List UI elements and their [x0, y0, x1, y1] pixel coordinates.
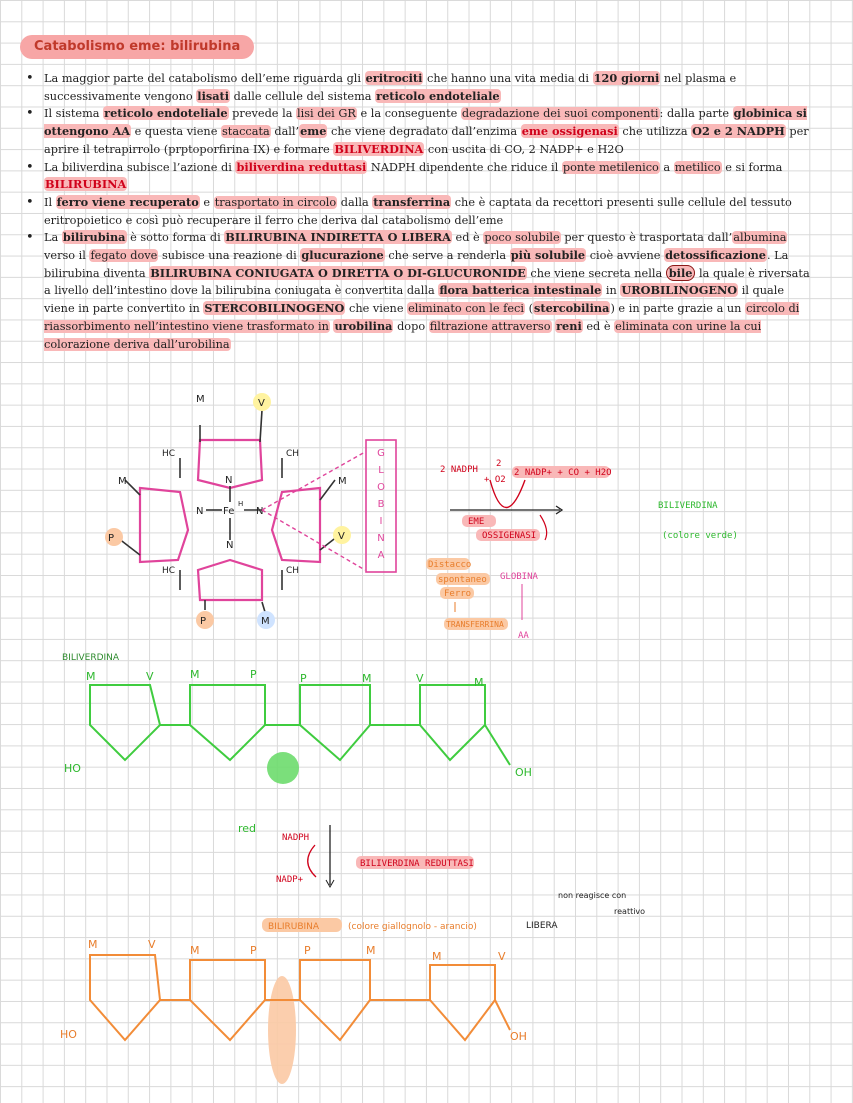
heme-label-hc1: HC — [162, 449, 176, 459]
bullet-text-segment: reticolo endoteliale — [376, 88, 500, 103]
reduttasi-nadph: NADPH — [282, 833, 310, 843]
bullet-text-segment: che viene degradato dall’enzima — [327, 125, 521, 139]
bilirubina-structure — [60, 891, 645, 1084]
bullet-text-segment: con uscita di CO, 2 NADP+ e H2O — [424, 142, 624, 156]
bullet-text-segment: 120 giorni — [593, 71, 660, 85]
bilirubina-note-1: non reagisce con — [558, 891, 627, 900]
bilirubina-ho: HO — [60, 1028, 77, 1041]
bullet-text-segment: eliminato con le feci — [408, 302, 524, 316]
reduttasi-nadp: NADP+ — [276, 875, 304, 885]
bilirubina-sub-5: P — [304, 944, 311, 957]
bullet-text-segment: urobilina — [334, 318, 393, 333]
heme-ring-bottom — [198, 560, 262, 600]
bullet-text-segment: globinica si ottengono AA — [44, 106, 807, 139]
bullet-text-segment: bilirubina — [62, 230, 126, 245]
bullet-text-segment: Il — [44, 195, 56, 209]
bullet-text-segment: reni — [556, 318, 582, 333]
biliverdina-sub-3: M — [190, 668, 200, 681]
bullet-text-segment: dalle cellule del sistema — [230, 89, 376, 103]
bilirubina-color-note: (colore giallognolo - arancio) — [348, 922, 477, 932]
biliverdina-sub-7: V — [416, 672, 424, 685]
bullet-text-segment: ed è — [451, 231, 484, 245]
bullet-text-segment: che viene secreta nella — [526, 266, 666, 280]
bullet-text-segment: bile — [666, 265, 696, 281]
heme-ring-left — [140, 488, 188, 562]
bullet-text-segment: che viene — [345, 302, 408, 316]
heme-label-fe-sup: H — [238, 500, 244, 508]
reaction-product-note: (colore verde) — [662, 531, 738, 541]
heme-label-m1: M — [196, 394, 205, 405]
bullet-list — [24, 70, 814, 353]
bullet-text-segment: ferro viene recuperato — [56, 194, 199, 209]
heme-label-n4: N — [226, 540, 234, 551]
bullet-text-segment: BILIVERDINA — [334, 141, 424, 156]
heme-label-p1: P — [108, 533, 115, 544]
bullet-text-segment: filtrazione attraverso — [429, 319, 551, 333]
bullet-text-segment: dopo — [393, 319, 429, 333]
reaction-side-3: Ferro — [444, 589, 472, 599]
bullet-text-segment: a — [659, 160, 674, 174]
bullet-text-segment: ponte metilenico — [562, 160, 659, 174]
bullet-text-segment: ed è — [582, 319, 615, 333]
bullet-text-segment: più solubile — [510, 248, 586, 263]
bullet-text-segment: O2 e 2 NADPH — [692, 124, 785, 139]
bullet-text-segment: verso il — [44, 249, 90, 263]
bullet-text-segment: e la conseguente — [356, 107, 461, 121]
biliverdina-ho: HO — [64, 762, 81, 775]
reaction-side-4: TRANSFERRINA — [446, 620, 504, 629]
bilirubina-oh: OH — [510, 1030, 527, 1043]
bullet-text-segment: che hanno una vita media di — [423, 72, 593, 85]
bullet-text-segment: è sotto forma di — [126, 231, 225, 245]
chemistry-diagrams — [0, 380, 853, 1103]
bullet-text-segment: e — [199, 195, 214, 209]
bullet-text-segment: La maggior parte del catabolismo dell’eme riguarda gli — [44, 72, 365, 85]
globina-vertical-label: G L O B I N A — [377, 448, 385, 561]
bullet-text-segment: reticolo endoteliale — [104, 106, 228, 121]
biliverdina-label: BILIVERDINA — [62, 653, 120, 663]
heme-label-n1: N — [225, 475, 233, 486]
bullet-text-segment: eme ossigenasi — [521, 124, 618, 139]
bullet-text-segment: flora batterica intestinale — [439, 283, 602, 298]
bullet-text-segment: lisi dei GR — [297, 107, 356, 121]
biliverdina-sub-4: P — [250, 668, 257, 681]
bullet-text-segment: La — [44, 231, 62, 245]
reaction-side-2: spontaneo — [438, 575, 487, 585]
heme-label-p2: P — [200, 616, 207, 627]
bullet-text-segment: che serve a renderla — [384, 249, 510, 263]
bilirubina-sub-6: M — [366, 944, 376, 957]
bullet-text-segment: detossificazione — [665, 248, 766, 263]
bullet-text-segment: che è captata da recettori presenti sulle cellule del tessuto eritropoietico e così può recuperare il ferro che deriva dal catabolismo dell’eme — [44, 195, 792, 227]
heme-label-n3: N — [256, 506, 264, 517]
bullet-text-segment: in — [602, 284, 621, 298]
heme-label-m2: M — [118, 476, 127, 487]
bullet-text-segment: UROBILINOGENO — [621, 283, 738, 298]
heme-label-n2: N — [196, 506, 204, 517]
bullet-text-segment: biliverdina reduttasi — [236, 159, 367, 174]
bullet-text-segment: che utilizza — [618, 125, 692, 139]
page-title: Catabolismo eme: bilirubina — [20, 35, 254, 59]
bullet-text-segment: per aprire il tetrapirrolo (prptoporfirina IX) e formare — [44, 125, 809, 156]
bullet-text-segment: ) e in parte grazie a un — [610, 302, 746, 316]
bullet-text-segment: poco solubile — [484, 231, 560, 245]
bullet-text-segment: e si forma — [721, 160, 783, 174]
reaction-enzyme-2: OSSIGENASI — [482, 531, 537, 541]
reaction-side-1: Distacco — [428, 560, 472, 570]
bullet-text-segment: albumina — [733, 231, 787, 245]
reaction-product-name: BILIVERDINA — [658, 501, 718, 511]
biliverdina-oh: OH — [515, 766, 532, 779]
bullet-text-segment: circolo di riassorbimento nell’intestino viene trasformato in — [44, 302, 800, 333]
bullet-text-segment: stercobilina — [533, 301, 610, 316]
bullet-text-segment: transferrina — [373, 194, 451, 209]
bilirubina-sub-3: M — [190, 944, 200, 957]
bullet-text-segment: BILIRUBINA — [45, 177, 127, 192]
heme-label-m3: M — [338, 476, 347, 487]
reaction-coef: 2 — [496, 459, 502, 469]
bullet-text-segment: . La bilirubina diventa — [44, 249, 789, 280]
bullet-text-segment: metilico — [674, 160, 721, 174]
bullet-text-segment: Il sistema — [44, 107, 104, 121]
bullet-item — [24, 159, 814, 194]
biliverdina-sub-2: V — [146, 670, 154, 683]
bullet-item — [24, 194, 814, 229]
bilirubina-sub-4: P — [250, 944, 257, 957]
bilirubina-sub-8: V — [498, 950, 506, 963]
bullet-text-segment: lisati — [197, 88, 230, 103]
bullet-text-segment: dall’ — [270, 125, 300, 139]
bullet-text-segment: nel plasma e successivamente vengono — [44, 72, 737, 103]
bilirubina-sub-1: M — [88, 938, 98, 951]
heme-label-ch1: CH — [286, 449, 300, 459]
bilirubina-note-2: reattivo — [614, 907, 646, 916]
bullet-text-segment: dalla — [337, 195, 373, 209]
reaction-reagent-o2: + O2 — [484, 475, 506, 485]
reaction-enzyme-1: EME — [468, 517, 485, 527]
biliverdina-red-note: red — [238, 822, 257, 835]
bullet-text-segment: La biliverdina subisce l’azione di — [44, 160, 236, 174]
bullet-text-segment: la quale è riversata a livello dell’intestino dove la bilirubina coniugata è convertita dalla — [44, 266, 810, 298]
reduttasi-enzyme: BILIVERDINA REDUTTASI — [360, 859, 474, 869]
bullet-text-segment: fegato dove — [90, 249, 158, 263]
bullet-text-segment: subisce una reazione di — [158, 249, 301, 263]
bullet-text-segment: eme — [300, 124, 327, 139]
heme-label-v1: V — [258, 398, 265, 409]
bullet-text-segment: glucurazione — [301, 248, 384, 263]
bullet-text-segment: NADPH dipendente che riduce il — [367, 160, 562, 174]
reaction-reagent-nadph: 2 NADPH — [440, 465, 478, 475]
bullet-text-segment: BILIRUBINA CONIUGATA O DIRETTA O DI-GLUCURONIDE — [150, 265, 526, 280]
bullet-text-segment: degradazione dei suoi componenti — [461, 107, 659, 121]
bullet-text-segment: e questa viene — [131, 125, 221, 139]
reaction-products: 2 NADP+ + CO + H2O — [514, 468, 612, 478]
bullet-text-segment: cioè avviene — [586, 249, 665, 263]
bullet-text-segment: BILIRUBINA INDIRETTA O LIBERA — [225, 230, 451, 245]
bullet-text-segment: eritrociti — [365, 71, 423, 85]
heme-label-v2: V — [338, 531, 345, 542]
biliverdina-structure — [62, 653, 532, 835]
bullet-text-segment: : dalla parte — [659, 107, 733, 121]
reaction-globina: GLOBINA — [500, 572, 538, 582]
bilirubina-sub-2: V — [148, 938, 156, 951]
bullet-text-segment: staccata — [222, 125, 270, 139]
bilirubina-libera: LIBERA — [526, 921, 558, 931]
eme-ossigenasi-reaction — [426, 459, 738, 641]
biliverdina-sub-6: M — [362, 672, 372, 685]
biliverdina-sub-8: M — [474, 676, 484, 689]
bullet-text-segment: il quale viene in parte convertito in — [44, 284, 785, 316]
bullet-item — [24, 105, 814, 158]
bullet-text-segment: trasportato in circolo — [214, 195, 337, 209]
bullet-item — [24, 229, 814, 353]
heme-ring-right — [272, 488, 320, 562]
biliverdina-sub-5: P — [300, 672, 307, 685]
bilirubina-label: BILIRUBINA — [268, 922, 320, 932]
bullet-text-segment: eliminata con urine la cui colorazione deriva dall’urobilina — [44, 319, 762, 351]
heme-label-ch2: CH — [286, 566, 300, 576]
reduttasi-step — [276, 825, 474, 887]
bullet-text-segment: ( — [524, 302, 533, 316]
heme-label-hc2: HC — [162, 566, 176, 576]
heme-label-h1: M — [261, 616, 270, 627]
bullet-text-segment: prevede la — [228, 107, 297, 121]
reaction-aa: AA — [518, 631, 529, 641]
heme-label-fe: Fe — [223, 506, 235, 517]
heme-molecule — [105, 393, 396, 629]
bullet-item — [24, 70, 814, 105]
bilirubina-sub-7: M — [432, 950, 442, 963]
bullet-text-segment: per questo è trasportata dall’ — [560, 231, 733, 245]
bullet-text-segment: STERCOBILINOGENO — [204, 301, 345, 316]
biliverdina-sub-1: M — [86, 670, 96, 683]
